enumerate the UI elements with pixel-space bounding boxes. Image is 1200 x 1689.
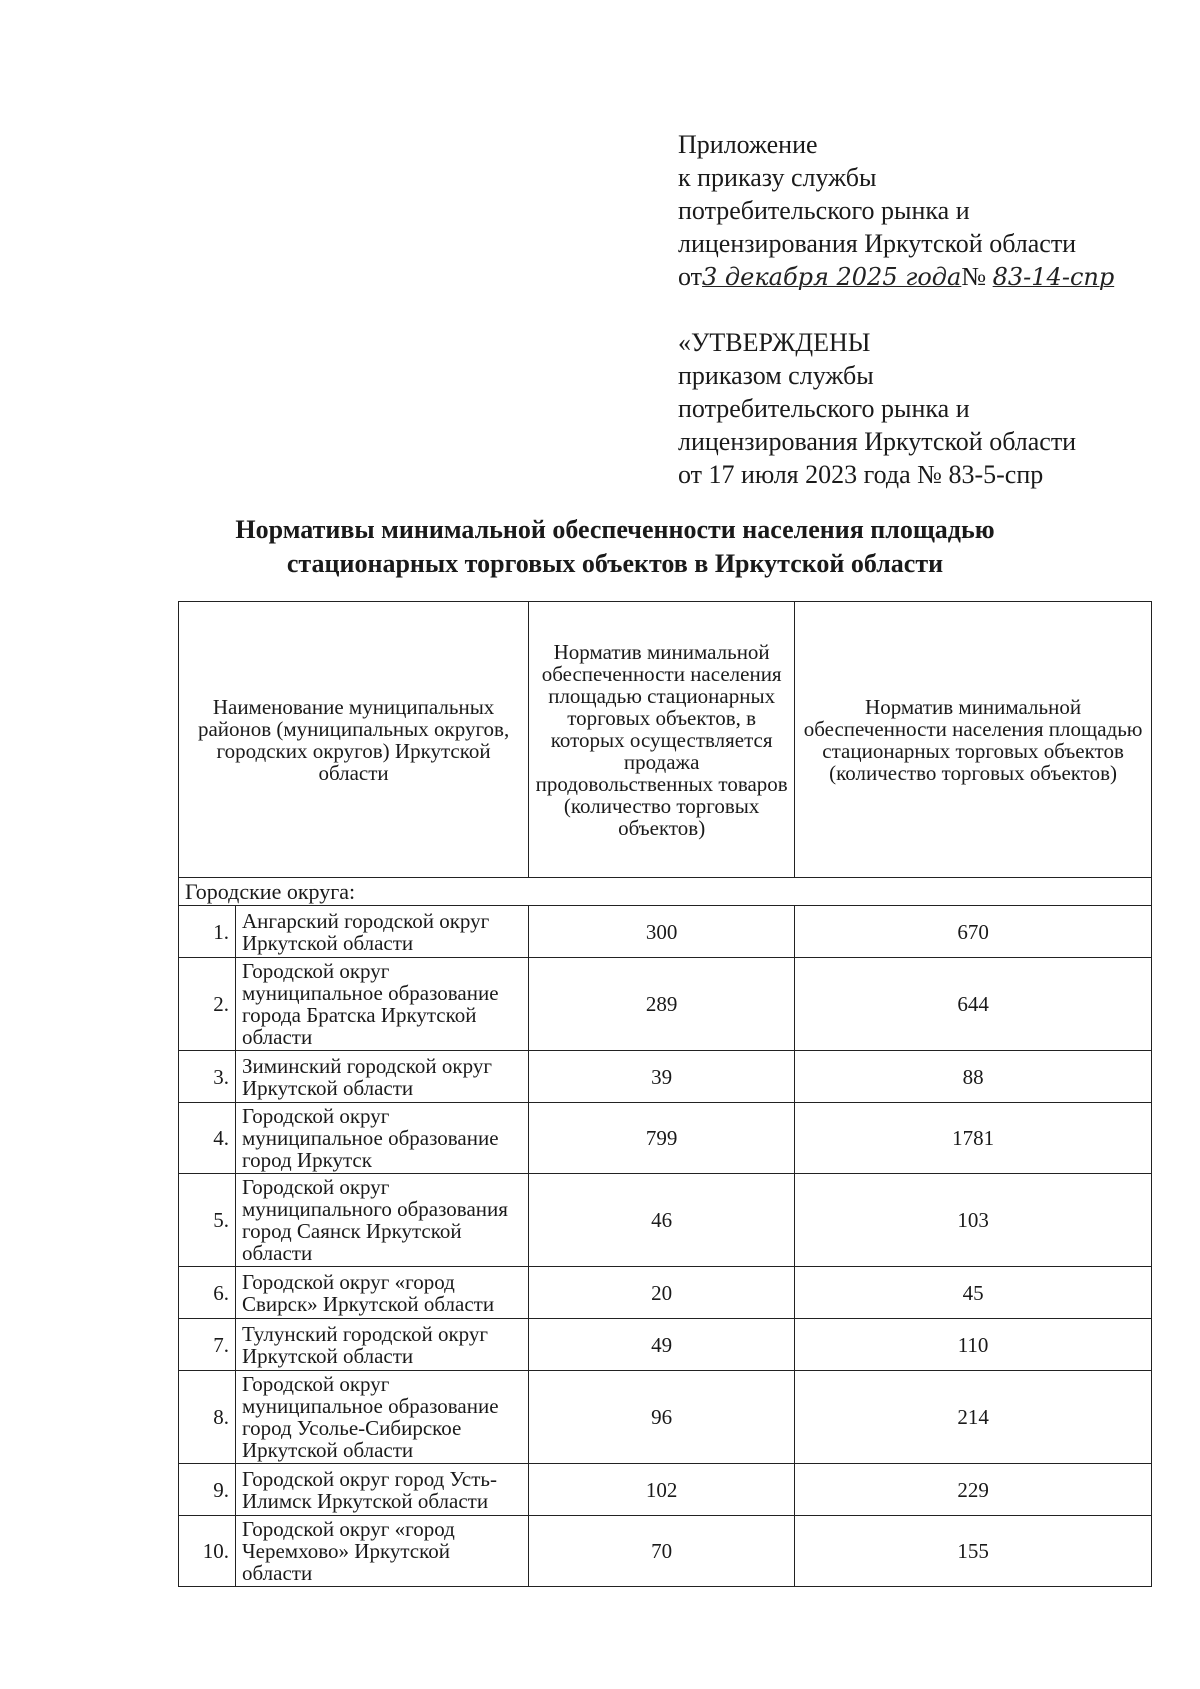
approved-line: от 17 июля 2023 года № 83-5-спр xyxy=(678,460,1044,489)
appendix-block xyxy=(678,128,1114,294)
row-number: 8. xyxy=(179,1371,236,1464)
row-number: 4. xyxy=(179,1103,236,1174)
row-all-value: 103 xyxy=(795,1174,1152,1267)
row-number: 7. xyxy=(179,1319,236,1371)
row-food-value: 96 xyxy=(529,1371,795,1464)
row-food-value: 102 xyxy=(529,1464,795,1516)
row-all-value: 229 xyxy=(795,1464,1152,1516)
row-food-value: 70 xyxy=(529,1516,795,1587)
title-line: Нормативы минимальной обеспеченности населения площадью xyxy=(235,515,995,544)
row-all-value: 1781 xyxy=(795,1103,1152,1174)
table-row xyxy=(179,1051,1152,1103)
approved-line: приказом службы xyxy=(678,361,874,390)
row-number: 5. xyxy=(179,1174,236,1267)
table-header-row xyxy=(179,602,1152,878)
header-food-norm: Норматив минимальной обеспеченности населения площадью стационарных торговых объектов, в которых осуществляется продажа продовольственных товаров (количество торговых объектов) xyxy=(529,602,795,878)
row-food-value: 39 xyxy=(529,1051,795,1103)
row-food-value: 289 xyxy=(529,958,795,1051)
row-all-value: 110 xyxy=(795,1319,1152,1371)
row-name: Городской округ муниципальное образование город Иркутск xyxy=(236,1103,529,1174)
norms-table xyxy=(178,601,1152,1587)
section-title: Городские округа: xyxy=(179,878,1152,906)
row-name: Городской округ муниципального образования город Саянск Иркутской области xyxy=(236,1174,529,1267)
row-number: 9. xyxy=(179,1464,236,1516)
table-row xyxy=(179,1371,1152,1464)
row-name: Ангарский городской округ Иркутской области xyxy=(236,906,529,958)
table-row xyxy=(179,906,1152,958)
table-row xyxy=(179,1464,1152,1516)
row-name: Городской округ муниципальное образование город Усолье-Сибирское Иркутской области xyxy=(236,1371,529,1464)
number-label: № xyxy=(961,262,987,291)
date-prefix: от xyxy=(678,262,703,291)
approved-line: потребительского рынка и xyxy=(678,394,970,423)
table-row xyxy=(179,958,1152,1051)
handwritten-date: 3 декабря 2025 года xyxy=(702,263,962,291)
row-name: Зиминский городской округ Иркутской области xyxy=(236,1051,529,1103)
approved-line: лицензирования Иркутской области xyxy=(678,427,1077,456)
approved-block xyxy=(678,326,1076,491)
row-name: Городской округ «город Черемхово» Иркутской области xyxy=(236,1516,529,1587)
header-name: Наименование муниципальных районов (муниципальных округов, городских округов) Иркутской области xyxy=(179,602,529,878)
row-number: 6. xyxy=(179,1267,236,1319)
appendix-date-line xyxy=(678,260,1114,294)
row-number: 10. xyxy=(179,1516,236,1587)
row-name: Тулунский городской округ Иркутской области xyxy=(236,1319,529,1371)
table-row xyxy=(179,1267,1152,1319)
row-name: Городской округ «город Свирск» Иркутской области xyxy=(236,1267,529,1319)
row-number: 2. xyxy=(179,958,236,1051)
row-food-value: 20 xyxy=(529,1267,795,1319)
row-all-value: 155 xyxy=(795,1516,1152,1587)
row-food-value: 799 xyxy=(529,1103,795,1174)
table-row xyxy=(179,1174,1152,1267)
appendix-line: к приказу службы xyxy=(678,163,877,192)
row-name: Городской округ город Усть-Илимск Иркутской области xyxy=(236,1464,529,1516)
row-all-value: 214 xyxy=(795,1371,1152,1464)
row-food-value: 46 xyxy=(529,1174,795,1267)
table-row xyxy=(179,1516,1152,1587)
row-all-value: 644 xyxy=(795,958,1152,1051)
row-all-value: 88 xyxy=(795,1051,1152,1103)
approved-line: «УТВЕРЖДЕНЫ xyxy=(678,328,871,357)
title-line: стационарных торговых объектов в Иркутской области xyxy=(286,549,944,578)
document-title xyxy=(150,513,1080,581)
appendix-line: лицензирования Иркутской области xyxy=(678,229,1077,258)
row-all-value: 45 xyxy=(795,1267,1152,1319)
section-row xyxy=(179,878,1152,906)
table-row xyxy=(179,1103,1152,1174)
appendix-line: Приложение xyxy=(678,130,818,159)
row-name: Городской округ муниципальное образование города Братска Иркутской области xyxy=(236,958,529,1051)
header-all-norm: Норматив минимальной обеспеченности населения площадью стационарных торговых объектов (количество торговых объектов) xyxy=(795,602,1152,878)
handwritten-number: 83-14-спр xyxy=(992,263,1115,291)
row-food-value: 49 xyxy=(529,1319,795,1371)
row-all-value: 670 xyxy=(795,906,1152,958)
row-food-value: 300 xyxy=(529,906,795,958)
row-number: 1. xyxy=(179,906,236,958)
table-row xyxy=(179,1319,1152,1371)
row-number: 3. xyxy=(179,1051,236,1103)
appendix-line: потребительского рынка и xyxy=(678,196,970,225)
